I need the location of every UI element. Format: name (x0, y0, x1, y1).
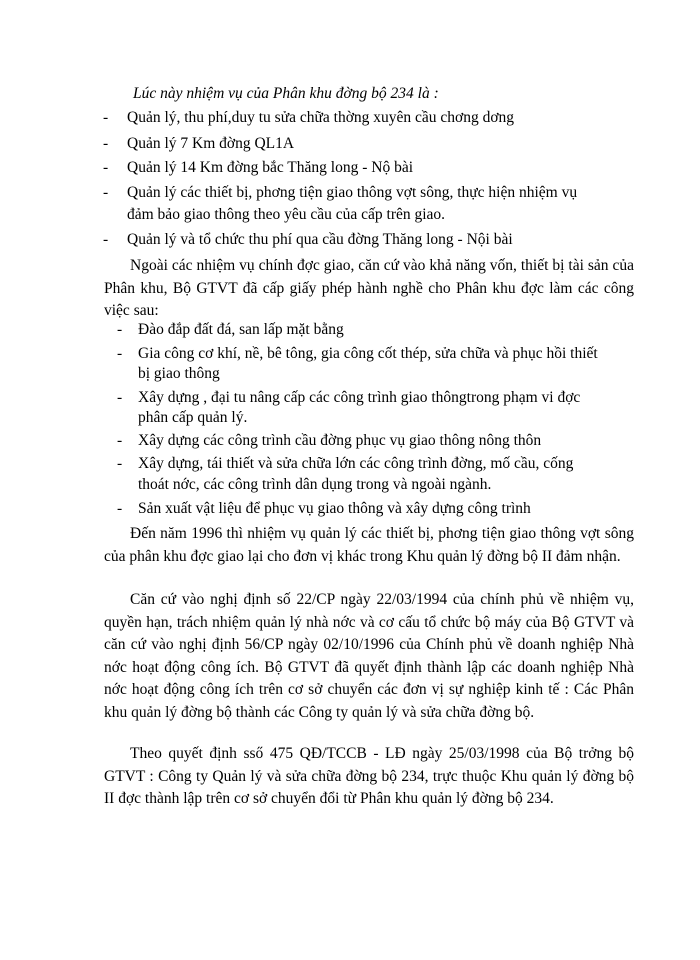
list-item-continuation: thoát nớc, các công trình dân dụng trong và ngoài ngành. (138, 476, 492, 493)
list-item-continuation: phân cấp quản lý. (138, 409, 248, 426)
list-dash: - (117, 455, 123, 472)
list-dash: - (103, 184, 109, 201)
list-dash: - (117, 432, 123, 449)
list-dash: - (103, 135, 109, 152)
list-item: Quản lý 14 Km đờng bắc Thăng long - Nộ bài (127, 159, 414, 176)
paragraph-additional-duties: Ngoài các nhiệm vụ chính đợc giao, căn cứ vào khả năng vốn, thiết bị tài sản của Phân khu, Bộ GTVT đã cấp giấy phép hành nghề cho Phân khu đợc làm các công việc sau: (104, 257, 634, 320)
list-item: Sản xuất vật liệu để phục vụ giao thông và xây dựng công trình (138, 500, 531, 517)
list-item: Xây dựng , đại tu nâng cấp các công trình giao thôngtrong phạm vi đợc (138, 389, 581, 406)
list-item-continuation: đảm bảo giao thông theo yêu cầu của cấp trên giao. (127, 206, 446, 223)
list-item: Quản lý các thiết bị, phơng tiện giao thông vợt sông, thực hiện nhiệm vụ (127, 184, 578, 201)
paragraph-1998-decision: Theo quyết định sső 475 QĐ/TCCB - LĐ ngày 25/03/1998 của Bộ trởng bộ GTVT : Công ty Quản lý và sửa chữa đờng bộ 234, trực thuộc Khu quản lý đờng bộ II đợc thành lập trên cơ sở chuyển đổi từ Phân khu quản lý đờng bộ 234. (104, 745, 634, 808)
list-item: Quản lý 7 Km đờng QL1A (127, 135, 295, 152)
list-dash: - (103, 231, 109, 248)
list-item: Xây dựng các công trình cầu đờng phục vụ giao thông nông thôn (138, 432, 542, 449)
list-item: Xây dựng, tái thiết và sửa chữa lớn các công trình đờng, mố cầu, cống (138, 455, 574, 472)
list-dash: - (103, 159, 109, 176)
paragraph-decree-basis: Căn cứ vào nghị định số 22/CP ngày 22/03/1994 của chính phủ về nhiệm vụ, quyền hạn, trách nhiệm quản lý nhà nớc và cơ cấu tổ chức bộ máy của Bộ GTVT và căn cứ vào nghị định 56/CP ngày 02/10/1996 của Chính phủ về doanh nghiệp Nhà nớc hoạt động công ích. Bộ GTVT đã quyết định thành lập các doanh nghiệp Nhà nớc hoạt động công ích trên cơ sở chuyển các đơn vị sự nghiệp kinh tế : Các Phân khu quản lý đờng bộ thành các Công ty quản lý và sửa chữa đờng bộ. (104, 591, 634, 721)
list-item: Gia công cơ khí, nề, bê tông, gia công cốt thép, sửa chữa và phục hồi thiết (138, 345, 598, 362)
paragraph-1996-transfer: Đến năm 1996 thì nhiệm vụ quản lý các thiết bị, phơng tiện giao thông vợt sông của phân khu đợc giao lại cho đơn vị khác trong Khu quản lý đờng bộ II đảm nhận. (104, 525, 634, 565)
list-item: Quản lý, thu phí,duy tu sửa chữa thờng xuyên cầu chơng dơng (127, 109, 515, 126)
list-dash: - (103, 109, 109, 126)
list-dash: - (117, 389, 123, 406)
list-item: Đào đắp đất đá, san lấp mặt bằng (138, 321, 344, 338)
intro-line: Lúc này nhiệm vụ của Phân khu đờng bộ 234 là : (133, 85, 439, 102)
list-dash: - (117, 321, 123, 338)
list-item: Quản lý và tổ chức thu phí qua cầu đờng Thăng long - Nội bài (127, 231, 513, 248)
list-item-continuation: bị giao thông (138, 365, 220, 382)
list-dash: - (117, 345, 123, 362)
list-dash: - (117, 500, 123, 517)
